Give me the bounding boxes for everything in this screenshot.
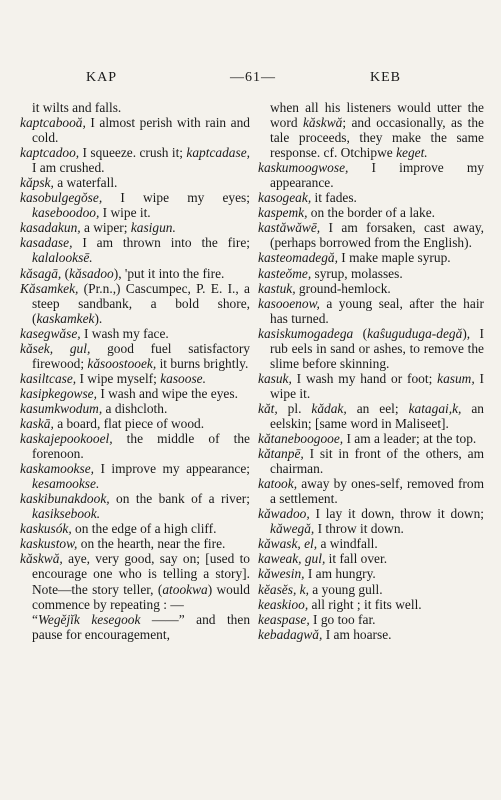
entry-headword: kaskibunakdook,: [20, 491, 110, 507]
entry-text: an eel;: [346, 400, 409, 416]
entry-headword: kăpsk,: [20, 175, 54, 191]
dictionary-entry: [258, 627, 484, 642]
entry-text: I make maple syrup.: [337, 250, 451, 266]
entry-headword: kasegwăse,: [20, 325, 81, 341]
running-header: [0, 70, 501, 90]
entry-text: a waterfall.: [53, 175, 118, 191]
entry-text: a wiper;: [80, 220, 131, 236]
entry-text: on the edge of a high cliff.: [71, 521, 217, 537]
entry-headword: kasum,: [437, 370, 475, 386]
entry-headword: kăwegă,: [270, 521, 315, 537]
entry-headword: katagai,k,: [408, 400, 462, 416]
entry-text: I wipe it.: [270, 370, 484, 401]
entry-headword: kaskamkek: [36, 310, 95, 326]
dictionary-entry: [258, 281, 484, 296]
entry-text: I throw it down.: [314, 521, 404, 537]
dictionary-entry: [20, 145, 250, 175]
entry-headword: kasuk,: [258, 370, 292, 386]
entry-text: good fuel satisfactory firewood;: [32, 340, 250, 371]
header-right: KEB: [370, 70, 401, 85]
entry-headword: kasiskumogadega: [258, 325, 354, 341]
entry-text: ) would commence by repeating : —: [32, 581, 250, 612]
dictionary-entry: [258, 566, 484, 581]
entry-headword: kasumkwodum,: [20, 400, 103, 416]
entry-headword: kătanpē,: [258, 446, 304, 462]
dictionary-entry: [258, 250, 484, 265]
entry-text: I sit in front of the others, am chairman.: [270, 446, 484, 477]
entry-headword: keaskioo,: [258, 596, 309, 612]
dictionary-entry: [258, 220, 484, 250]
entry-text: the middle of the forenoon.: [32, 431, 250, 462]
entry-text: I wash my hand or foot;: [291, 370, 438, 386]
dictionary-entry: [20, 612, 250, 642]
entry-text: I am hungry.: [304, 566, 376, 582]
entry-headword: kăsagā,: [20, 265, 62, 281]
dictionary-entry: [20, 190, 250, 220]
entry-headword: kaweak, gul,: [258, 551, 326, 567]
entry-headword: kasigun.: [130, 220, 176, 236]
entry-text: I lay it down, throw it down;: [309, 506, 484, 522]
entry-headword: kastăwăwē,: [258, 220, 321, 236]
entry-headword: kasteomadegă,: [258, 250, 338, 266]
dictionary-entry: [20, 266, 250, 281]
dictionary-entry: [258, 506, 484, 536]
dictionary-entry: [258, 446, 484, 476]
entry-headword: kasteŏme,: [258, 265, 312, 281]
entry-text: when all his listeners would utter the word: [270, 100, 484, 131]
entry-text: a young seal, after the hair has turned.: [270, 295, 484, 326]
entry-text: ; and occasionally, as the tale proceeds, they make the same response. cf. Otchipwe: [270, 115, 484, 161]
dictionary-entry: [20, 521, 250, 536]
entry-text: ), 'put it into the fire.: [113, 265, 225, 281]
entry-headword: kăsek, gul,: [20, 340, 91, 356]
entry-text: I wipe myself;: [76, 370, 161, 386]
entry-headword: kăskwă: [302, 115, 343, 131]
entry-headword: kasooenow,: [258, 295, 320, 311]
dictionary-entry: [20, 401, 250, 416]
dictionary-entry: [20, 175, 250, 190]
entry-headword: kasiksebook.: [32, 506, 101, 522]
entry-headword: keget.: [396, 145, 428, 161]
entry-text: (: [353, 325, 368, 341]
dictionary-entry: [20, 461, 250, 491]
entry-text: I almost perish with rain and cold.: [32, 115, 250, 146]
dictionary-entry: [258, 160, 484, 190]
entry-text: on the border of a lake.: [307, 205, 435, 221]
entry-headword: kăsadoo: [69, 265, 114, 281]
entry-headword: kasiltcase,: [20, 370, 77, 386]
entry-headword: Kăsamkek,: [20, 280, 79, 296]
entry-headword: kaŝuguduga-degă: [367, 325, 463, 341]
dictionary-entry: [258, 100, 484, 160]
entry-text: (Pr.n.,) Cascumpec, P. E. I., a steep sandbank, a bold shore, (: [32, 280, 250, 326]
entry-text: ), I rub eels in sand or ashes, to remove the slime before skinning.: [270, 325, 484, 371]
entry-headword: kătaneboogooe,: [258, 431, 344, 447]
entry-headword: kăwadoo,: [258, 506, 310, 522]
entry-headword: Wegĕjĭk kesegook: [37, 611, 141, 627]
entry-text: I improve my appearance;: [94, 461, 250, 477]
dictionary-entry: [258, 476, 484, 506]
entry-headword: kaskustow,: [20, 536, 78, 552]
entry-text: it burns brightly.: [156, 355, 249, 371]
dictionary-entry: [20, 491, 250, 521]
dictionary-entry: [20, 220, 250, 235]
dictionary-entry: [20, 326, 250, 341]
dictionary-entry: [258, 612, 484, 627]
entry-text: ground-hemlock.: [295, 280, 391, 296]
header-left: KAP: [86, 70, 118, 85]
entry-headword: kasoose.: [160, 370, 206, 386]
entry-text: ——” and then pause for encouragement,: [32, 611, 251, 642]
entry-text: I am forsaken, cast away, (perhaps borrowed from the English).: [270, 220, 484, 251]
entry-text: I wipe my eyes;: [102, 190, 250, 206]
entry-text: a board, flat piece of wood.: [53, 415, 205, 431]
entry-headword: kaskumoogwose,: [258, 160, 349, 176]
entry-headword: kăwesin,: [258, 566, 305, 582]
dictionary-entry: [20, 235, 250, 265]
entry-text: “: [32, 611, 38, 627]
entry-text: it fades.: [311, 190, 357, 206]
entry-headword: kasobulgegŏse,: [20, 190, 103, 206]
entry-headword: kalalooksē.: [32, 250, 93, 266]
entry-headword: kaskajepookooel,: [20, 431, 113, 447]
page-number: —61—: [230, 70, 276, 85]
dictionary-entry: [20, 281, 250, 326]
entry-text: a dishcloth.: [102, 400, 168, 416]
entry-text: it wilts and falls.: [32, 100, 122, 115]
entry-headword: kăsoostooek,: [87, 355, 157, 371]
entry-text: pl.: [277, 400, 312, 416]
entry-text: I wipe it.: [99, 205, 151, 221]
entry-text: I am thrown into the fire;: [72, 235, 250, 251]
dictionary-entry: [258, 205, 484, 220]
entry-text: on the hearth, near the fire.: [77, 536, 226, 552]
dictionary-entry: [258, 536, 484, 551]
entry-headword: kăwask, el,: [258, 536, 318, 552]
entry-headword: kaptcabooă,: [20, 115, 86, 131]
dictionary-entry: [20, 416, 250, 431]
dictionary-entry: [20, 386, 250, 401]
entry-text: I am crushed.: [32, 160, 105, 176]
entry-headword: kădak,: [311, 400, 347, 416]
entry-headword: kĕasĕs, k,: [258, 581, 309, 597]
entry-text: on the bank of a river;: [109, 491, 250, 507]
entry-headword: atookwa: [162, 581, 208, 597]
entry-text: a windfall.: [317, 536, 378, 552]
entry-text: a young gull.: [308, 581, 383, 597]
entry-text: I squeeze. crush it;: [79, 145, 187, 161]
entry-text: I wash my face.: [80, 325, 169, 341]
left-column: [20, 100, 250, 642]
entry-headword: kăskwă,: [20, 551, 63, 567]
entry-headword: kaptcadase,: [186, 145, 250, 161]
entry-headword: kasadakun,: [20, 220, 81, 236]
dictionary-entry: [20, 371, 250, 386]
entry-headword: kebadagwă,: [258, 626, 323, 642]
entry-headword: kăt,: [258, 400, 278, 416]
entry-headword: kasadase,: [20, 235, 73, 251]
dictionary-entry: [258, 266, 484, 281]
entry-text: I go too far.: [309, 611, 376, 627]
entry-headword: kaskā,: [20, 415, 54, 431]
dictionary-entry: [258, 597, 484, 612]
entry-text: it fall over.: [325, 551, 388, 567]
entry-text: all right ; it fits well.: [308, 596, 422, 612]
dictionary-entry: [20, 341, 250, 371]
entry-text: (: [61, 265, 70, 281]
entry-headword: kastuk,: [258, 280, 296, 296]
entry-text: I am hoarse.: [322, 626, 392, 642]
entry-text: an eelskin; [same word in Maliseet].: [270, 400, 484, 431]
dictionary-entry: [258, 326, 484, 371]
dictionary-entry: [20, 551, 250, 611]
dictionary-entry: [20, 115, 250, 145]
entry-headword: kaseboodoo,: [32, 205, 100, 221]
entry-text: I improve my appearance.: [270, 160, 484, 191]
entry-text: syrup, molasses.: [311, 265, 403, 281]
entry-text: away by ones-self, removed from a settlement.: [270, 476, 484, 507]
entry-headword: kaptcadoo,: [20, 145, 80, 161]
dictionary-entry: [258, 582, 484, 597]
entry-headword: kaskusók,: [20, 521, 72, 537]
entry-headword: katook,: [258, 476, 298, 492]
dictionary-entry: [20, 431, 250, 461]
entry-headword: kesamookse.: [32, 476, 100, 492]
dictionary-entry: [258, 551, 484, 566]
dictionary-entry: [258, 190, 484, 205]
entry-text: I wash and wipe the eyes.: [96, 385, 238, 401]
dictionary-entry: [258, 431, 484, 446]
dictionary-entry: [258, 371, 484, 401]
dictionary-entry: [20, 100, 250, 115]
dictionary-entry: [258, 401, 484, 431]
dictionary-entry: [258, 296, 484, 326]
right-column: [258, 100, 484, 642]
entry-headword: kaskamookse,: [20, 461, 94, 477]
entry-text: I am a leader; at the top.: [343, 431, 477, 447]
entry-headword: kasogeak,: [258, 190, 312, 206]
entry-headword: kaspemk,: [258, 205, 308, 221]
dictionary-entry: [20, 536, 250, 551]
entry-headword: keaspase,: [258, 611, 310, 627]
entry-text: ).: [94, 310, 103, 326]
entry-text: aye, very good, say on; [used to encourage one who is telling a story]. Note—the story teller, (: [32, 551, 250, 597]
entry-headword: kasipkegowse,: [20, 385, 97, 401]
